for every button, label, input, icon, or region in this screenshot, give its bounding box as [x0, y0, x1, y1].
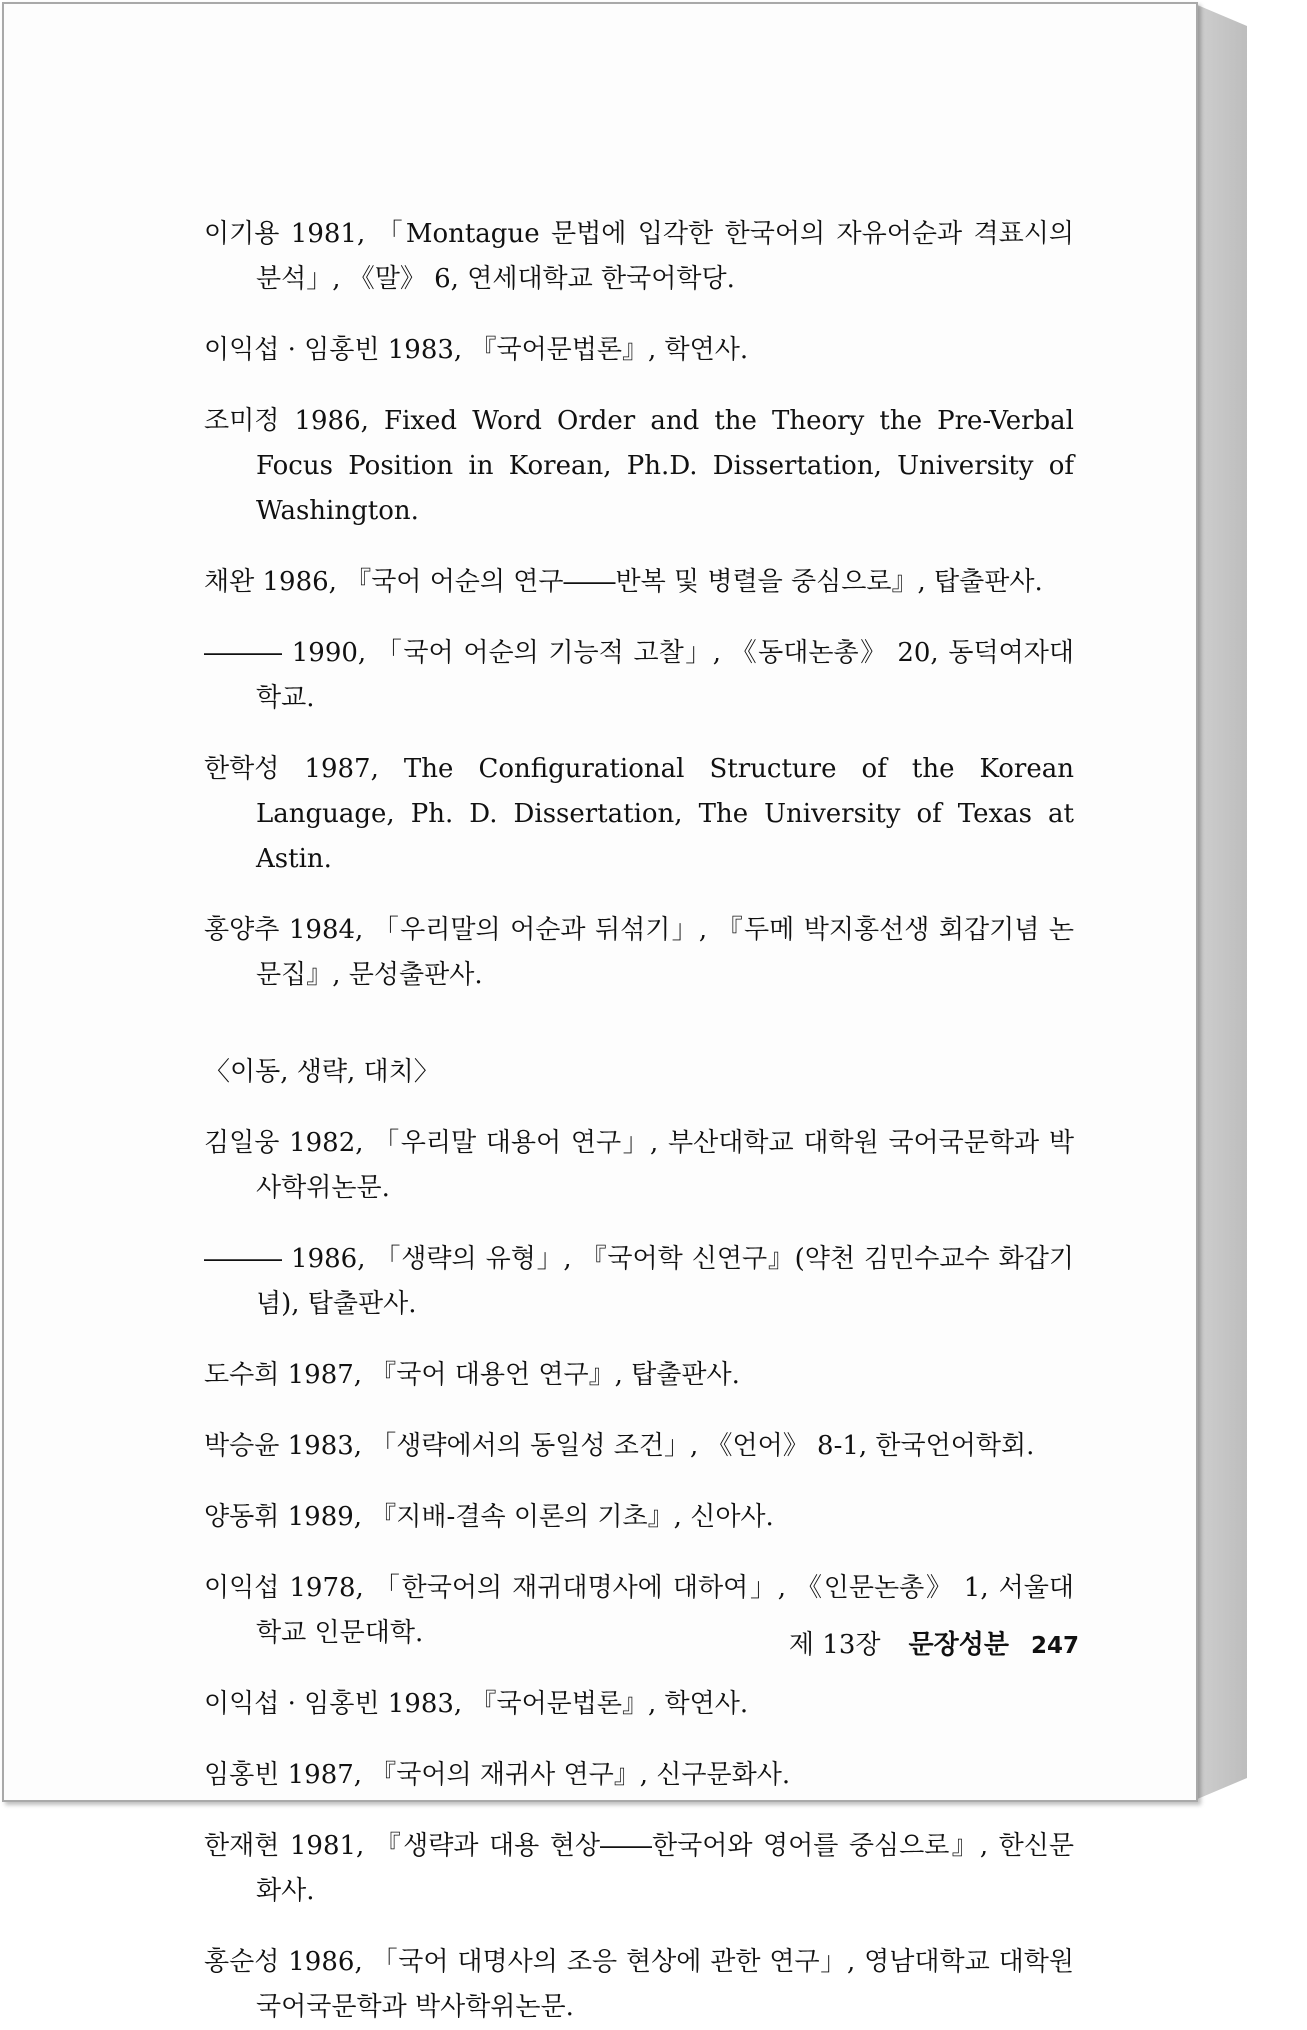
- book-page: [2, 2, 1198, 2022]
- reference-entry: 이기용 1981, 「Montague 문법에 입각한 한국어의 자유어순과 격표시의 분석」, 《말》 6, 연세대학교 한국어학당.: [204, 219, 1074, 294]
- reference-entry: 이익섭 · 임홍빈 1983, 『국어문법론』, 학연사.: [204, 1689, 749, 1719]
- reference-entry: 채완 1986, 『국어 어순의 연구――반복 및 병렬을 중심으로』, 탑출판사.: [204, 567, 1043, 597]
- footer-chapter: 제 13장: [788, 1630, 881, 1660]
- footer-title: 문장성분: [908, 1630, 1009, 1660]
- reference-entry: 도수희 1987, 『국어 대용언 연구』, 탑출판사.: [204, 1360, 740, 1390]
- reference-entry: 김일웅 1982, 「우리말 대용어 연구」, 부산대학교 대학원 국어국문학과 박사학위논문.: [204, 1128, 1074, 1203]
- running-footer: [749, 1624, 1079, 1661]
- reference-entry: 홍순성 1986, 「국어 대명사의 조응 현상에 관한 연구」, 영남대학교 대학원 국어국문학과 박사학위논문.: [204, 1947, 1074, 2022]
- section-heading: 〈이동, 생략, 대치〉: [204, 1057, 440, 1087]
- reference-entry: 홍양추 1984, 「우리말의 어순과 뒤섞기」, 『두메 박지홍선생 회갑기념 논문집』, 문성출판사.: [204, 915, 1074, 990]
- reference-entry: ――― 1990, 「국어 어순의 기능적 고찰」, 《동대논총》 20, 동덕여자대학교.: [204, 638, 1074, 713]
- page-number: 247: [1030, 1633, 1079, 1659]
- references-word-order: [204, 212, 1074, 998]
- page-stack-edge: [1195, 4, 1247, 1800]
- reference-entry: 조미정 1986, Fixed Word Order and the Theory the Pre-Verbal Focus Position in Korean, Ph.D. Dissertation, University of Washington.: [204, 406, 1074, 526]
- reference-entry: 이익섭 · 임홍빈 1983, 『국어문법론』, 학연사.: [204, 335, 749, 365]
- reference-entry: ――― 1986, 「생략의 유형」, 『국어학 신연구』(약천 김민수교수 화갑기념), 탑출판사.: [204, 1244, 1074, 1319]
- reference-entry: 박승윤 1983, 「생략에서의 동일성 조건」, 《언어》 8-1, 한국언어학회.: [204, 1431, 1035, 1461]
- references-movement-ellipsis: [204, 1121, 1074, 2030]
- reference-entry: 양동휘 1989, 『지배-결속 이론의 기초』, 신아사.: [204, 1502, 774, 1532]
- reference-list: [204, 186, 1074, 2030]
- reference-entry: 한학성 1987, The Configurational Structure of the Korean Language, Ph. D. Dissertation, The University of Texas at Astin.: [204, 754, 1074, 874]
- reference-entry: 한재현 1981, 『생략과 대용 현상――한국어와 영어를 중심으로』, 한신문화사.: [204, 1831, 1074, 1906]
- reference-entry: 임홍빈 1987, 『국어의 재귀사 연구』, 신구문화사.: [204, 1760, 791, 1790]
- reference-entry: 이익섭 1978, 「한국어의 재귀대명사에 대하여」, 《인문논총》 1, 서울대학교 인문대학.: [204, 1573, 1074, 1648]
